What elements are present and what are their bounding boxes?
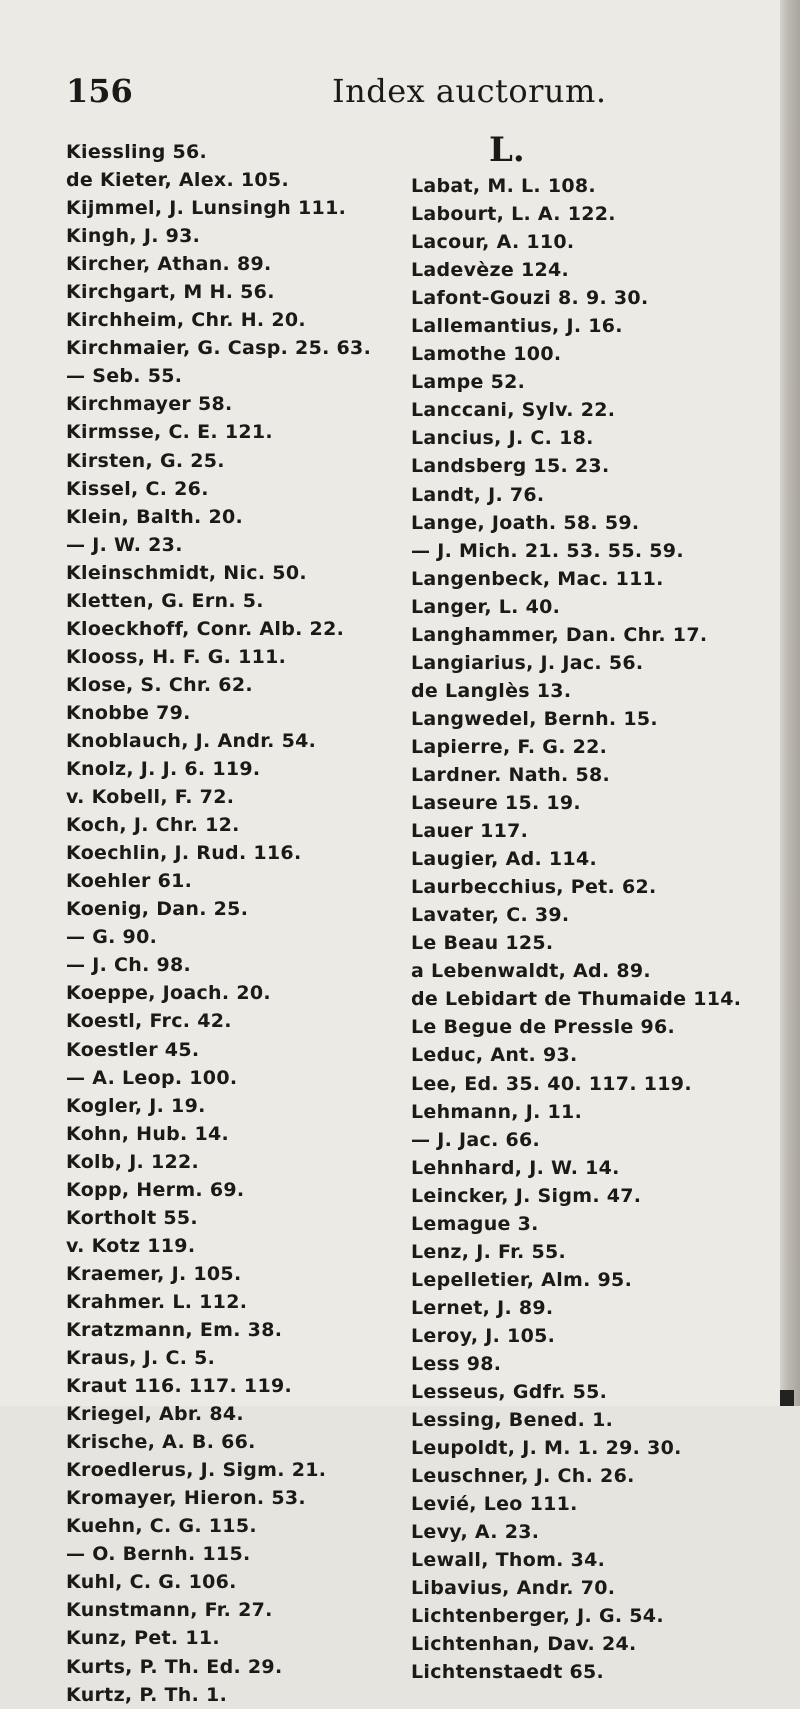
index-entry: — J. Jac. 66. (411, 1128, 541, 1151)
index-entry: Kortholt 55. (66, 1206, 198, 1229)
index-entry: Lichtenstaedt 65. (411, 1661, 605, 1684)
index-entry: Landsberg 15. 23. (411, 455, 610, 478)
index-entry: Kurts, P. Th. Ed. 29. (66, 1655, 283, 1678)
index-entry: Lichtenberger, J. G. 54. (411, 1605, 664, 1628)
index-entry: Kijmmel, J. Lunsingh 111. (66, 197, 347, 220)
index-entry: Leupoldt, J. M. 1. 29. 30. (411, 1437, 682, 1460)
index-entry: Lauer 117. (411, 820, 529, 843)
index-entry: Kraut 116. 117. 119. (66, 1375, 293, 1398)
index-entry: Kirchmaier, G. Casp. 25. 63. (66, 337, 372, 360)
index-entry: Laseure 15. 19. (411, 792, 581, 815)
index-entry: Lichtenhan, Dav. 24. (411, 1633, 637, 1656)
index-entry: Koechlin, J. Rud. 116. (66, 842, 302, 865)
index-entry: Laugier, Ad. 114. (411, 848, 597, 871)
index-entry: Kohn, Hub. 14. (66, 1122, 230, 1145)
index-entry: Kissel, C. 26. (66, 477, 209, 500)
index-entry: Less 98. (411, 1352, 502, 1375)
index-entry: Landt, J. 76. (411, 483, 545, 506)
index-entry: Labourt, L. A. 122. (411, 203, 616, 226)
index-column-right (411, 172, 781, 1687)
index-entry: Koestl, Frc. 42. (66, 1010, 232, 1033)
index-entry: Lafont-Gouzi 8. 9. 30. (411, 287, 649, 310)
index-entry: Labat, M. L. 108. (411, 175, 596, 197)
index-entry: Kunstmann, Fr. 27. (66, 1599, 273, 1622)
index-entry: Kuhl, C. G. 106. (66, 1571, 237, 1594)
index-entry: Leincker, J. Sigm. 47. (411, 1184, 642, 1207)
index-entry: a Lebenwaldt, Ad. 89. (411, 960, 651, 983)
running-title: Index auctorum. (332, 72, 607, 110)
index-entry: — O. Bernh. 115. (66, 1543, 251, 1566)
index-entry: Leuschner, J. Ch. 26. (411, 1465, 635, 1488)
index-entry: Lampe 52. (411, 371, 526, 394)
index-entry: Libavius, Andr. 70. (411, 1577, 616, 1600)
index-entry: Kuehn, C. G. 115. (66, 1515, 257, 1538)
index-entry: Laurbecchius, Pet. 62. (411, 876, 657, 899)
index-entry: Kirmsse, C. E. 121. (66, 421, 273, 444)
index-entry: Lernet, J. 89. (411, 1296, 554, 1319)
index-entry: Lardner. Nath. 58. (411, 763, 611, 786)
index-entry: Lehnhard, J. W. 14. (411, 1156, 620, 1179)
index-entry: Koestler 45. (66, 1038, 200, 1061)
index-entry: Kopp, Herm. 69. (66, 1178, 245, 1201)
index-entry: Krahmer. L. 112. (66, 1290, 248, 1313)
index-entry: Kirchgart, M H. 56. (66, 281, 275, 304)
index-entry: Koch, J. Chr. 12. (66, 814, 240, 837)
index-entry: Kirchheim, Chr. H. 20. (66, 309, 306, 332)
index-entry: de Kieter, Alex. 105. (66, 169, 289, 192)
index-entry: Kraemer, J. 105. (66, 1262, 242, 1285)
index-entry: Lee, Ed. 35. 40. 117. 119. (411, 1072, 692, 1095)
index-entry: Le Beau 125. (411, 932, 554, 955)
index-entry: — A. Leop. 100. (66, 1066, 238, 1089)
index-entry: v. Kotz 119. (66, 1234, 196, 1257)
index-entry: Leroy, J. 105. (411, 1324, 556, 1347)
index-entry: Koeppe, Joach. 20. (66, 982, 271, 1005)
index-entry: Le Begue de Pressle 96. (411, 1016, 676, 1039)
index-entry: Kloeckhoff, Conr. Alb. 22. (66, 617, 345, 640)
index-entry: Kingh, J. 93. (66, 225, 201, 248)
index-entry: Lepelletier, Alm. 95. (411, 1268, 633, 1291)
index-entry: Krische, A. B. 66. (66, 1431, 256, 1454)
index-entry: Koenig, Dan. 25. (66, 898, 249, 921)
index-entry: Kriegel, Abr. 84. (66, 1403, 244, 1426)
index-entry: de Lebidart de Thumaide 114. (411, 988, 742, 1011)
index-entry: Lamothe 100. (411, 343, 562, 366)
page-number: 156 (66, 72, 133, 110)
index-entry: — J. Ch. 98. (66, 954, 192, 977)
index-entry: Klooss, H. F. G. 111. (66, 645, 287, 668)
index-entry: Koehler 61. (66, 870, 193, 893)
index-entry: Kroedlerus, J. Sigm. 21. (66, 1459, 327, 1482)
page-edge (780, 0, 800, 1406)
index-entry: Langwedel, Bernh. 15. (411, 707, 658, 730)
index-entry: Lesseus, Gdfr. 55. (411, 1381, 608, 1404)
index-entry: Kurtz, P. Th. 1. (66, 1683, 228, 1706)
index-entry: Lacour, A. 110. (411, 231, 575, 254)
index-entry: Lancius, J. C. 18. (411, 427, 594, 450)
index-entry: — Seb. 55. (66, 365, 183, 388)
index-entry: Knobbe 79. (66, 701, 191, 724)
index-entry: Kirsten, G. 25. (66, 449, 225, 472)
index-entry: Kolb, J. 122. (66, 1150, 200, 1173)
index-entry: Levié, Leo 111. (411, 1493, 578, 1516)
index-entry: Langhammer, Dan. Chr. 17. (411, 623, 708, 646)
index-entry: Kletten, G. Ern. 5. (66, 589, 264, 612)
index-entry: Lenz, J. Fr. 55. (411, 1240, 567, 1263)
index-entry: Langer, L. 40. (411, 595, 561, 618)
index-entry: Lanccani, Sylv. 22. (411, 399, 616, 422)
index-column-left (66, 138, 436, 1709)
index-entry: Kunz, Pet. 11. (66, 1627, 220, 1650)
index-entry: Lapierre, F. G. 22. (411, 735, 608, 758)
index-entry: Klein, Balth. 20. (66, 505, 244, 528)
index-entry: Kratzmann, Em. 38. (66, 1318, 283, 1341)
index-entry: Lemague 3. (411, 1212, 539, 1235)
index-entry: Knolz, J. J. 6. 119. (66, 758, 261, 781)
index-entry: — J. Mich. 21. 53. 55. 59. (411, 539, 684, 562)
index-entry: Lallemantius, J. 16. (411, 315, 623, 338)
index-entry: Levy, A. 23. (411, 1521, 540, 1544)
index-entry: de Langlès 13. (411, 679, 572, 702)
index-entry: v. Kobell, F. 72. (66, 786, 235, 809)
index-entry: Kiessling 56. (66, 141, 208, 163)
index-entry: Lehmann, J. 11. (411, 1100, 583, 1123)
index-entry: Kromayer, Hieron. 53. (66, 1487, 306, 1510)
index-entry: — G. 90. (66, 926, 158, 949)
index-entry: Langenbeck, Mac. 111. (411, 567, 664, 590)
page-edge-shadow (780, 1390, 794, 1406)
index-entry: Kogler, J. 19. (66, 1094, 206, 1117)
page-header (0, 72, 780, 112)
index-entry: Langiarius, J. Jac. 56. (411, 651, 644, 674)
index-entry: Kleinschmidt, Nic. 50. (66, 561, 307, 584)
index-entry: Kraus, J. C. 5. (66, 1347, 216, 1370)
index-entry: Lange, Joath. 58. 59. (411, 511, 640, 534)
index-entry: Lewall, Thom. 34. (411, 1549, 606, 1572)
section-letter: L. (489, 130, 525, 170)
index-entry: Kirchmayer 58. (66, 393, 233, 416)
index-entry: Leduc, Ant. 93. (411, 1044, 578, 1067)
index-entry: — J. W. 23. (66, 533, 183, 556)
index-entry: Ladevèze 124. (411, 259, 570, 282)
index-entry: Kircher, Athan. 89. (66, 253, 272, 276)
index-entry: Knoblauch, J. Andr. 54. (66, 729, 317, 752)
index-entry: Lessing, Bened. 1. (411, 1409, 614, 1432)
index-entry: Klose, S. Chr. 62. (66, 673, 253, 696)
index-entry: Lavater, C. 39. (411, 904, 570, 927)
